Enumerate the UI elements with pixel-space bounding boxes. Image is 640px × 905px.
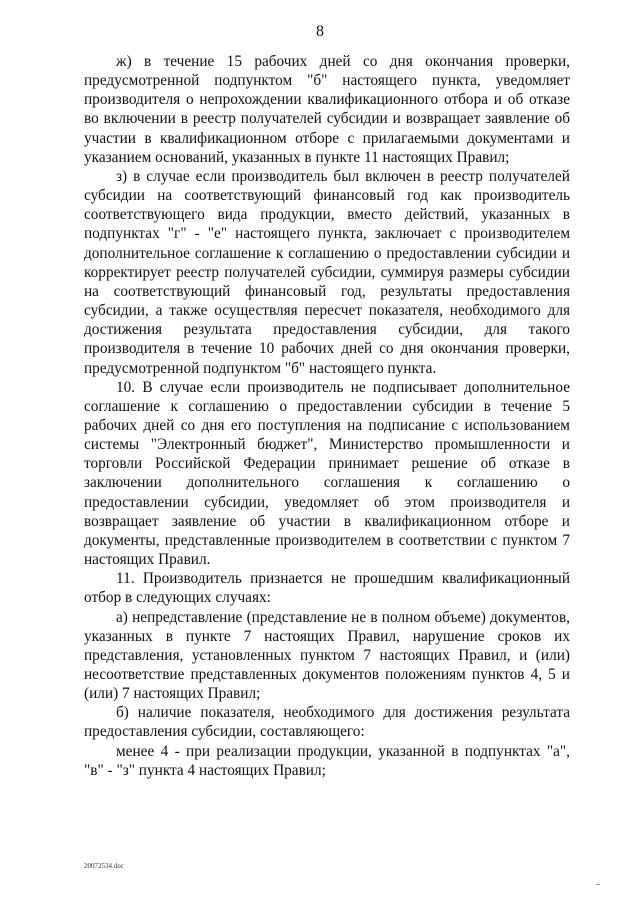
paragraph-z: з) в случае если производитель был включен в реестр получателей субсидии на соответствующий финансовый год как производитель соответствующего вида продукции, вместо действий, указанных в подпунктах "г" - "е" настоящего пункта, заключает с производителем дополнительное соглашение к соглашению о предоставлении субсидии и корректирует реестр получателей субсидии, суммируя размеры субсидии на соответствующий финансовый год, результаты предоставления субсидии, а также осуществляя пересчет показателя, необходимого для достижения результата предоставления субсидии, для такого производителя в течение 10 рабочих дней со дня окончания проверки, предусмотренной подпунктом "б" настоящего пункта. [84,167,570,377]
paragraph-11-b: б) наличие показателя, необходимого для достижения результата предоставления субсидии, составляющего: [84,704,570,741]
paragraph-zh: ж) в течение 15 рабочих дней со дня окончания проверки, предусмотренной подпунктом "б" настоящего пункта, уведомляет производителя о непрохождении квалификационного отбора и об отказе во включении в реестр получателей субсидии и возвращает заявление об участии в квалификационном отборе с прилагаемыми документами и указанием оснований, указанных в пункте 11 настоящих Правил; [84,53,570,166]
scan-mark [596,884,600,885]
document-body [84,52,570,780]
paragraph-11-a: а) непредставление (представление не в полном объеме) документов, указанных в пункте 7 настоящих Правил, нарушение сроков их представления, установленных пунктом 7 настоящих Правил, и (или) несоответствие представленных документов положениям пунктов 4, 5 и (или) 7 настоящих Правил; [84,608,570,703]
page-number: 8 [316,23,324,40]
paragraph-less-than-4: менее 4 - при реализации продукции, указанной в подпунктах "а", "в" - "з" пункта 4 настоящих Правил; [84,742,570,779]
paragraph-11: 11. Производитель признается не прошедшим квалификационный отбор в следующих случаях: [84,570,570,607]
document-file-code: 20072534.doc [84,862,124,870]
paragraph-10: 10. В случае если производитель не подписывает дополнительное соглашение к соглашению о предоставлении субсидии в течение 5 рабочих дней со дня его поступления на подписание с использованием системы "Электронный бюджет", Министерство промышленности и торговли Российской Федерации принимает решение об отказе в заключении дополнительного соглашения к соглашению о предоставлении субсидии, уведомляет об этом производителя и возвращает заявление об участии в квалификационном отборе и документы, представленные производителем в соответствии с пунктом 7 настоящих Правил. [84,378,570,569]
